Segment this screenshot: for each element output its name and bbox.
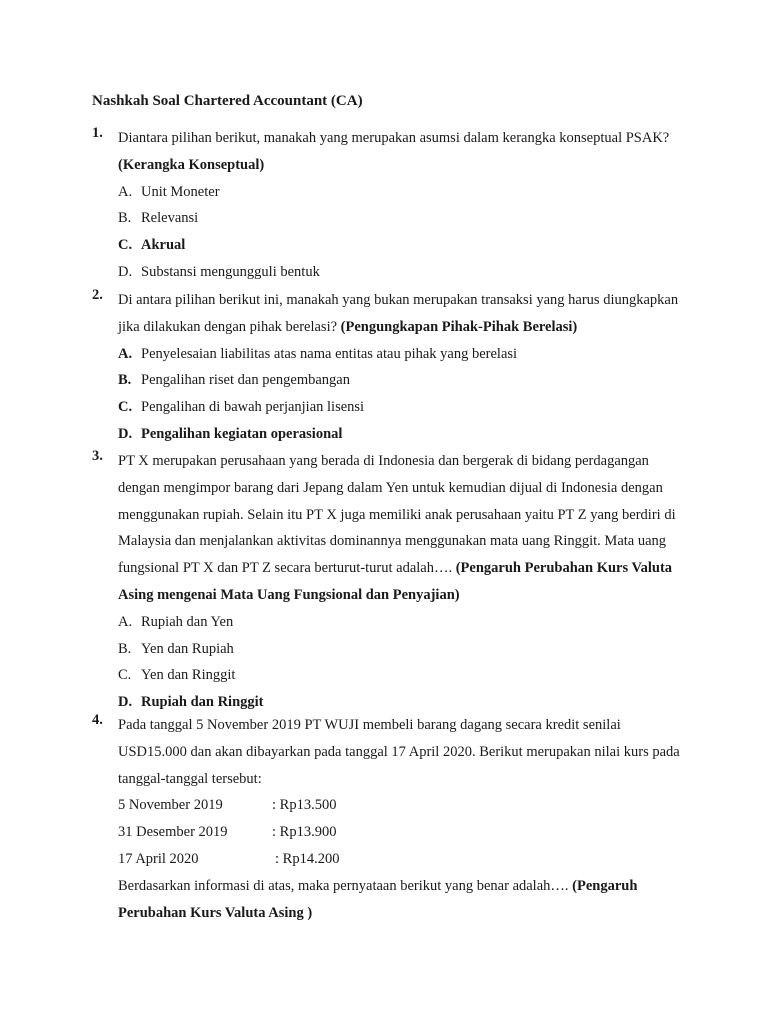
question-number: 1. (92, 125, 103, 141)
question-body (118, 712, 682, 926)
rate-value: : Rp14.200 (275, 850, 340, 867)
question-body (118, 448, 682, 716)
question-topic: (Pengungkapan Pihak-Pihak Berelasi) (340, 318, 578, 335)
question-text (118, 448, 682, 609)
option-a (118, 179, 682, 206)
option-text: Substansi mengungguli bentuk (141, 263, 320, 280)
option-a (118, 341, 682, 368)
exchange-rate-list (118, 792, 682, 872)
option-b (118, 636, 682, 663)
option-b (118, 205, 682, 232)
question-4 (92, 712, 682, 926)
option-letter: D. (118, 425, 133, 442)
question-stem: Diantara pilihan berikut, manakah yang merupakan asumsi dalam kerangka konseptual PSAK? (118, 130, 670, 146)
option-text: Rupiah dan Ringgit (141, 694, 264, 711)
question-text: Pada tanggal 5 November 2019 PT WUJI membeli barang dagang secara kredit senilai USD15.000 dan akan dibayarkan pada tanggal 17 April 2020. Berikut merupakan nilai kurs pada tanggal-tanggal tersebut: (118, 717, 680, 787)
option-c (118, 662, 682, 689)
option-c-answer (118, 232, 682, 259)
question-2 (92, 287, 682, 448)
question-topic: (Pengaruh Perubahan Kurs Valuta Asing ) (118, 877, 638, 921)
question-stem: PT X merupakan perusahaan yang berada di Indonesia dan bergerak di bidang perdagangan dengan mengimpor barang dari Jepang dalam Yen untuk kemudian dijual di Indonesia dengan menggunakan rupiah. Selain itu PT X juga memiliki anak perusahaan yaitu PT Z yang berdiri di Malaysia dan menjalankan aktivitas dominannya menggunakan mata uang Ringgit. Mata uang fungsional PT X dan PT Z secara berturut-turut adalah…. (118, 453, 676, 577)
question-topic: (Kerangka Konseptual) (118, 156, 265, 173)
question-text-continued (118, 873, 682, 927)
option-d-answer (118, 421, 682, 448)
option-text: Yen dan Ringgit (141, 667, 236, 684)
question-number: 3. (92, 448, 103, 464)
option-text: Pengalihan di bawah perjanjian lisensi (141, 399, 365, 416)
option-text: Rupiah dan Yen (141, 613, 234, 630)
rate-row (118, 792, 682, 819)
question-body (118, 125, 682, 286)
question-stem: Berdasarkan informasi di atas, maka pernyataan berikut yang benar adalah…. (118, 877, 569, 894)
option-text: Pengalihan kegiatan operasional (141, 425, 343, 442)
rate-value: : Rp13.900 (272, 824, 337, 841)
option-text: Yen dan Rupiah (141, 640, 234, 657)
option-letter: B. (118, 210, 132, 227)
question-number: 4. (92, 712, 103, 728)
option-letter: C. (118, 237, 133, 254)
option-text: Akrual (141, 237, 186, 254)
option-letter: A. (118, 613, 133, 630)
options-list (118, 341, 682, 448)
rate-row (118, 819, 682, 846)
option-letter: B. (118, 372, 132, 389)
option-letter: D. (118, 694, 133, 711)
question-body (118, 287, 682, 448)
options-list (118, 179, 682, 286)
question-number: 2. (92, 287, 103, 303)
rate-date: 17 April 2020 (118, 850, 199, 867)
option-letter: D. (118, 263, 133, 280)
option-text: Pengalihan riset dan pengembangan (141, 372, 350, 389)
question-topic: (Pengaruh Perubahan Kurs Valuta Asing mengenai Mata Uang Fungsional dan Penyajian) (118, 560, 673, 603)
option-b (118, 367, 682, 394)
option-letter: A. (118, 183, 133, 200)
question-stem: Di antara pilihan berikut ini, manakah yang bukan merupakan transaksi yang harus diungkapkan jika dilakukan dengan pihak berelasi? (118, 292, 679, 335)
option-text: Unit Moneter (141, 183, 220, 200)
options-list (118, 609, 682, 716)
option-letter: A. (118, 345, 133, 362)
rate-date: 31 Desember 2019 (118, 824, 228, 841)
option-text: Relevansi (141, 210, 199, 227)
option-letter: B. (118, 640, 132, 657)
question-3 (92, 448, 682, 716)
rate-row (118, 846, 682, 873)
document-title: Nashkah Soal Chartered Accountant (CA) (92, 93, 363, 109)
question-text (118, 287, 682, 341)
rate-date: 5 November 2019 (118, 797, 223, 814)
question-text (118, 125, 682, 179)
option-letter: C. (118, 667, 132, 684)
question-1 (92, 125, 682, 286)
option-a (118, 609, 682, 636)
option-d (118, 259, 682, 286)
option-letter: C. (118, 399, 133, 416)
rate-value: : Rp13.500 (272, 797, 337, 814)
option-text: Penyelesaian liabilitas atas nama entitas atau pihak yang berelasi (141, 345, 518, 362)
option-c (118, 394, 682, 421)
